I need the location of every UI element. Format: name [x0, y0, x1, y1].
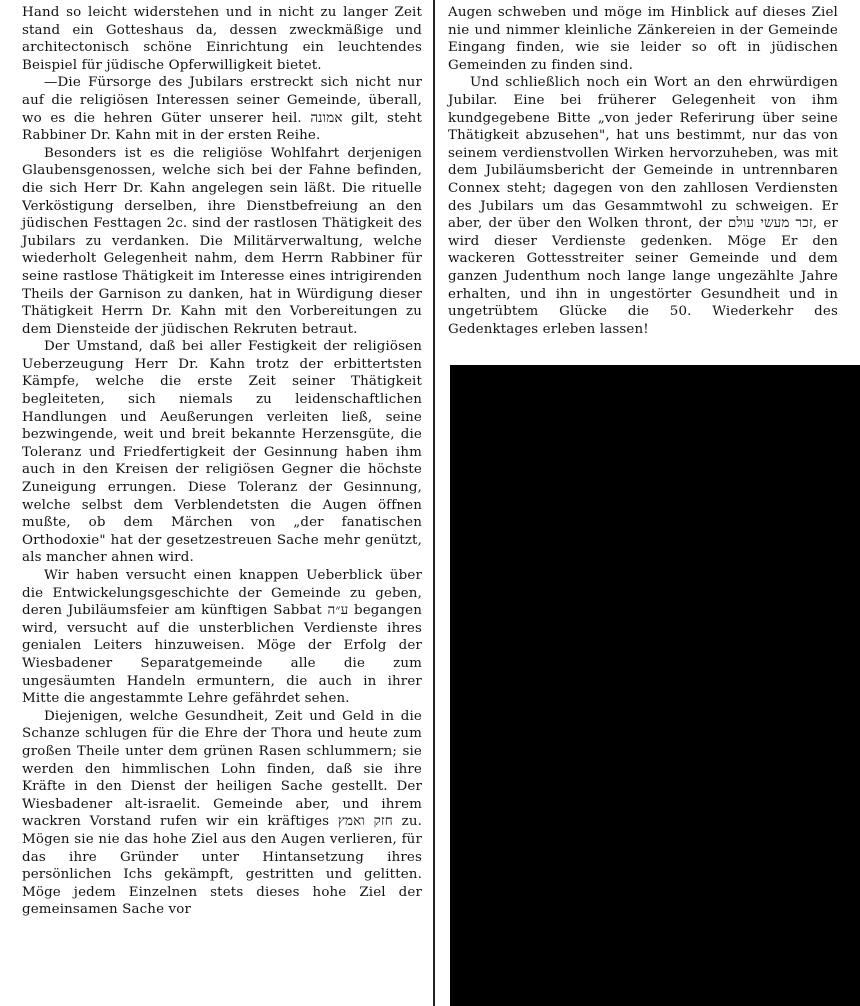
column-divider [433, 0, 435, 1006]
paragraph: Besonders ist es die religiöse Wohlfahrt derjenigen Glaubensgenossen, welche sich bei der Fahne befinden, die sich Herr Dr. Kahn angelegen sein läßt. Die rituelle Verköstigung derselben, ihre Dienstbefreiung an den jüdischen Festtagen 2c. sind der rastlosen Thätigkeit des Jubilars zu verdanken. Die Militärverwaltung, welche wiederholt Gelegenheit nahm, dem Herrn Rabbiner für seine rastlose Thätigkeit im Interesse eines intrigirenden Theils der Garnison zu danken, hat in Würdigung dieser Thätigkeit Herrn Dr. Kahn mit den Vorbereitungen zu dem Diensteide der jüdischen Rekruten betraut. [22, 145, 422, 337]
blacked-out-region [450, 365, 860, 1006]
paragraph: Hand so leicht widerstehen und in nicht zu langer Zeit stand ein Gotteshaus da, dessen zweckmäßige und architectonisch schöne Einrichtung ein leuchtendes Beispiel für jüdische Opferwilligkeit bietet. [22, 5, 422, 73]
paragraph: —Die Fürsorge des Jubilars erstreckt sich nicht nur auf die religiösen Interessen seiner Gemeinde, überall, wo es die hehren Güter unserer heil. אמונה gilt, steht Rabbiner Dr. Kahn mit in der ersten Reihe. [22, 75, 422, 144]
paragraph: Augen schweben und möge im Hinblick auf dieses Ziel nie und nimmer kleinliche Zänkereien in der Gemeinde Eingang finden, wie sie leider so oft in jüdischen Gemeinden zu finden sind. [448, 5, 838, 73]
left-text-column [22, 4, 422, 919]
paragraph: Der Umstand, daß bei aller Festigkeit der religiösen Ueberzeugung Herr Dr. Kahn trotz der erbittertsten Kämpfe, welche die erste Zeit seiner Thätigkeit begleiteten, sich niemals zu leidenschaftlichen Handlungen und Aeußerungen verleiten ließ, seine bezwingende, weit und breit bekannte Herzensgüte, die Toleranz und Friedfertigkeit der Gesinnung haben ihm auch in den Kreisen der religiösen Gegner die höchste Zuneigung errungen. Diese Toleranz der Gesinnung, welche selbst dem Verblendetsten die Augen öffnen mußte, ob dem Märchen von „der fanatischen Orthodoxie" hat der gesetzestreuen Sache mehr genützt, als mancher ahnen wird. [22, 339, 422, 566]
paragraph: Und schließlich noch ein Wort an den ehrwürdigen Jubilar. Eine bei früherer Gelegenheit von ihm kundgegebene Bitte „von jeder Referirung über seine Thätigkeit abzusehen", hat uns bestimmt, nur das von seinem verdienstvollen Wirken hervorzuheben, was mit dem Jubiläumsbericht der Gemeinde in untrennbaren Connex steht; dagegen von den zahllosen Verdiensten des Jubilars um das Gesammtwohl zu schweigen. Er aber, der über den Wolken thront, der זכר מעשי עולם, er wird dieser Verdienste gedenken. Möge Er den wackeren Gottesstreiter seiner Gemeinde und dem ganzen Judenthum noch lange lange ungezählte Jahre erhalten, und ihn in ungestörter Gesundheit und in ungetrübtem Glücke die 50. Wiederkehr des Gedenktages erleben lassen! [448, 75, 838, 337]
right-text-column [448, 4, 838, 338]
paragraph: Wir haben versucht einen knappen Ueberblick über die Entwickelungsgeschichte der Gemeinde zu geben, deren Jubiläumsfeier am künftigen Sabbat ע״ה begangen wird, versucht auf die unsterblichen Verdienste ihres genialen Leiters hinzuweisen. Möge der Erfolg der Wiesbadener Separatgemeinde alle die zum ungesäumten Handeln ermuntern, die auch in ihrer Mitte die angestammte Lehre gefährdet sehen. [22, 568, 423, 707]
paragraph: Diejenigen, welche Gesundheit, Zeit und Geld in die Schanze schlugen für die Ehre der Thora und heute zum großen Theile unter dem grünen Rasen schlummern; sie werden den himmlischen Lohn finden, daß sie ihre Kräfte in den Dienst der heiligen Sache gestellt. Der Wiesbadener alt-israelit. Gemeinde aber, und ihrem wackren Vorstand rufen wir ein kräftiges חזק ואמץ zu. Mögen sie nie das hohe Ziel aus den Augen verlieren, für das ihre Gründer unter Hintansetzung ihres persönlichen Ichs gekämpft, gestritten und gelitten. Möge jedem Einzelnen stets dieses hohe Ziel der gemeinsamen Sache vor [22, 708, 422, 918]
